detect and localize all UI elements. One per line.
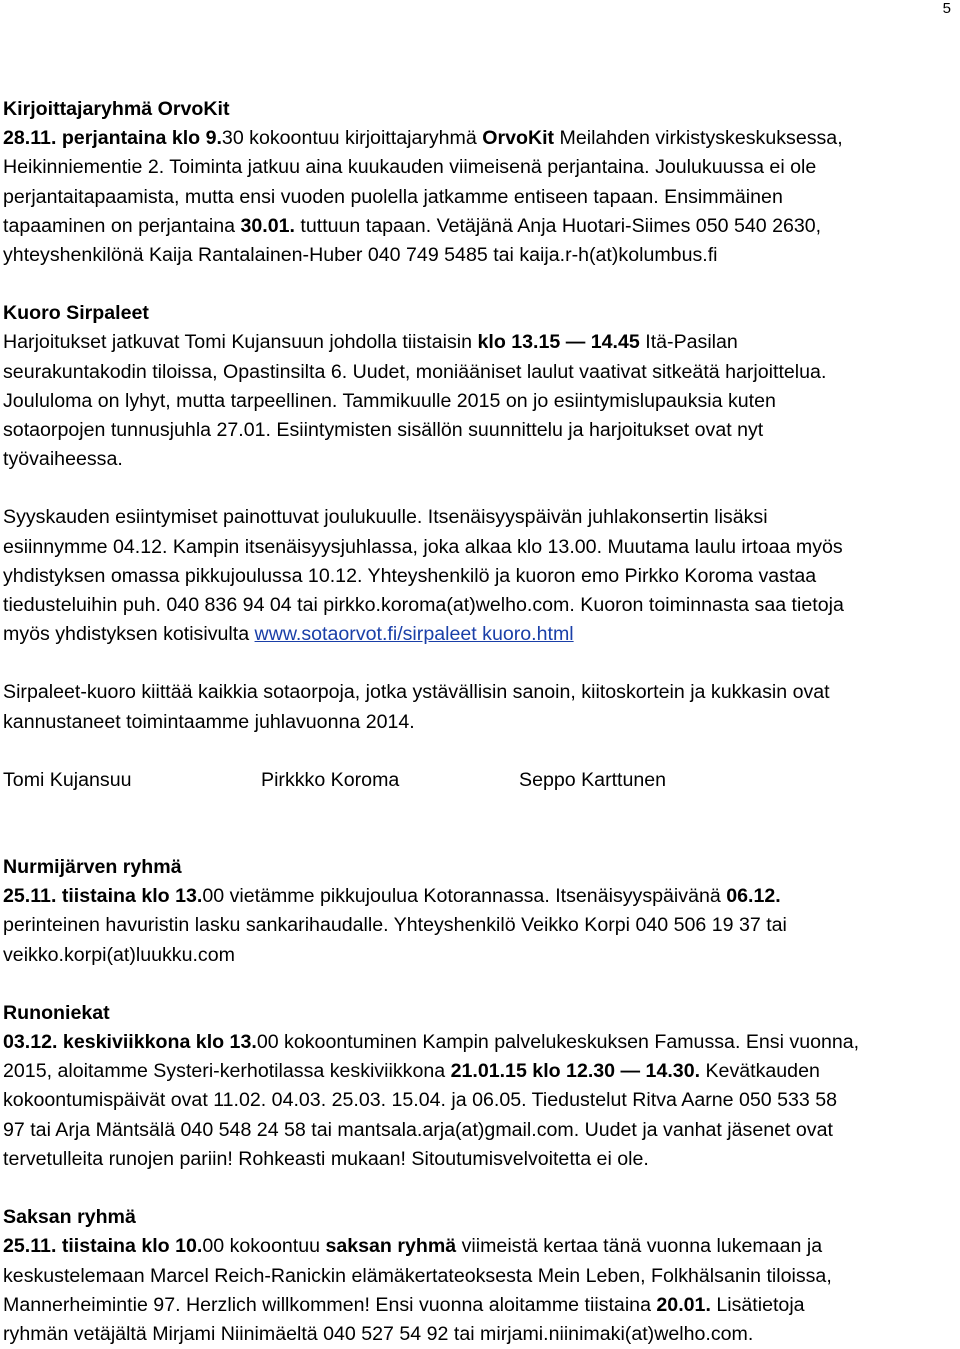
text-span: 30 kokoontuu kirjoittajaryhmä bbox=[221, 127, 483, 150]
signature-name: Seppo Karttunen bbox=[519, 768, 667, 791]
text-line bbox=[3, 212, 955, 241]
section-saksan bbox=[3, 1203, 955, 1349]
text-line: yhteyshenkilönä Kaija Rantalainen-Huber 040 749 5485 tai kaija.r-h(at)kolumbus.fi bbox=[3, 244, 718, 267]
text-line bbox=[3, 882, 955, 911]
text-line: yhdistyksen omassa pikkujoulussa 10.12. Yhteyshenkilö ja kuoron emo Pirkko Koroma vastaa bbox=[3, 564, 817, 587]
text-span: Itä-Pasilan bbox=[639, 331, 738, 354]
date-text: 03.12. keskiviikkona klo 13. bbox=[3, 1031, 257, 1054]
text-line: Syyskauden esiintymiset painottuvat joulukuulle. Itsenäisyyspäivän juhlakonsertin lisäksi bbox=[3, 506, 768, 529]
text-span: Mannerheimintie 97. Herzlich willkommen! Ensi vuonna aloitamme tiistaina bbox=[3, 1293, 657, 1316]
text-line: seurakuntakodin tiloissa, Opastinsilta 6. Uudet, moniääniset laulut vaativat sitkeätä harjoittelua. bbox=[3, 360, 827, 383]
text-span: viimeistä kertaa tänä vuonna lukemaan ja bbox=[456, 1235, 823, 1258]
text-line: Joululoma on lyhyt, mutta tarpeellinen. Tammikuulle 2015 on jo esiintymislupauksia kuten bbox=[3, 389, 776, 412]
text-span: Meilahden virkistyskeskuksessa, bbox=[554, 127, 843, 150]
time-text: klo 13.15 — 14.45 bbox=[477, 331, 640, 354]
group-name: saksan ryhmä bbox=[325, 1235, 457, 1258]
section-orvokit bbox=[3, 95, 955, 270]
section-heading: Kirjoittajaryhmä OrvoKit bbox=[3, 98, 230, 120]
section-nurmijarvi bbox=[3, 853, 955, 970]
kuoro-website-link[interactable]: www.sotaorvot.fi/sirpaleet kuoro.html bbox=[254, 623, 574, 646]
section-heading: Saksan ryhmä bbox=[3, 1206, 136, 1229]
date-text: 25.11. tiistaina klo 10. bbox=[3, 1235, 203, 1258]
section-sirpaleet bbox=[3, 299, 955, 795]
signatures bbox=[3, 766, 955, 795]
text-line bbox=[3, 1232, 955, 1261]
page-number: 5 bbox=[942, 0, 951, 17]
group-name: OrvoKit bbox=[482, 127, 555, 150]
text-span: Harjoitukset jatkuvat Tomi Kujansuun johdolla tiistaisin bbox=[3, 331, 478, 354]
date-text: 20.01. bbox=[656, 1293, 711, 1316]
text-line: kokoontumispäivät ovat 11.02. 04.03. 25.03. 15.04. ja 06.05. Tiedustelut Ritva Aarne 050 533 58 bbox=[3, 1089, 838, 1112]
text-span: Kevätkauden bbox=[700, 1060, 820, 1083]
text-span: 00 kokoontuminen Kampin palvelukeskuksen Famussa. Ensi vuonna, bbox=[256, 1031, 860, 1054]
text-line: ryhmän vetäjältä Mirjami Niinimäeltä 040 527 54 92 tai mirjami.niinimaki(at)welho.com. bbox=[3, 1322, 754, 1345]
text-line bbox=[3, 1057, 955, 1086]
text-line: työvaiheessa. bbox=[3, 448, 123, 471]
text-line: Sirpaleet-kuoro kiittää kaikkia sotaorpoja, jotka ystävällisin sanoin, kiitoskortein ja kukkasin ovat bbox=[3, 681, 830, 704]
text-line: tervetulleita runojen pariin! Rohkeasti mukaan! Sitoutumisvelvoitetta ei ole. bbox=[3, 1147, 649, 1170]
text-line: tiedusteluihin puh. 040 836 94 04 tai pirkko.koroma(at)welho.com. Kuoron toiminnasta saa tietoja bbox=[3, 594, 844, 617]
section-heading: Kuoro Sirpaleet bbox=[3, 302, 149, 325]
text-line: 97 tai Arja Mäntsälä 040 548 24 58 tai mantsala.arja(at)gmail.com. Uudet ja vanhat jäsenet ovat bbox=[3, 1118, 833, 1141]
section-runoniekat bbox=[3, 999, 955, 1174]
text-span: 00 kokoontuu bbox=[202, 1235, 326, 1258]
text-line bbox=[3, 124, 955, 153]
text-span: tapaaminen on perjantaina bbox=[3, 214, 241, 237]
text-line bbox=[3, 328, 955, 357]
date-text: 21.01.15 klo 12.30 — 14.30. bbox=[450, 1060, 701, 1083]
text-line bbox=[3, 1028, 955, 1057]
text-line: sotaorpojen tunnusjuhla 27.01. Esiintymisten sisällön suunnittelu ja harjoitukset ovat nyt bbox=[3, 419, 764, 442]
text-line: perinteinen havuristin lasku sankarihaudalle. Yhteyshenkilö Veikko Korpi 040 506 19 37 tai bbox=[3, 914, 787, 937]
date-text: 28.11. perjantaina klo 9. bbox=[3, 127, 222, 150]
text-line bbox=[3, 620, 955, 649]
text-line: keskustelemaan Marcel Reich-Ranickin elämäkertateoksesta Mein Leben, Folkhälsanin tiloissa, bbox=[3, 1264, 832, 1287]
signature-name: Pirkkko Koroma bbox=[261, 768, 400, 791]
signature-name: Tomi Kujansuu bbox=[3, 768, 132, 791]
text-span: Lisätietoja bbox=[710, 1293, 805, 1316]
date-text: 25.11. tiistaina klo 13. bbox=[3, 885, 203, 908]
text-line: Heikinniementie 2. Toiminta jatkuu aina kuukauden viimeisenä perjantaina. Joulukuussa ei ole bbox=[3, 156, 817, 179]
section-heading: Runoniekat bbox=[3, 1001, 110, 1024]
text-line bbox=[3, 1291, 955, 1320]
date-text: 06.12. bbox=[726, 885, 781, 908]
date-text: 30.01. bbox=[240, 214, 295, 237]
text-span: 2015, aloitamme Systeri-kerhotilassa keskiviikkona bbox=[3, 1060, 451, 1083]
text-line: kannustaneet toimintaamme juhlavuonna 2014. bbox=[3, 710, 415, 733]
text-line: veikko.korpi(at)luukku.com bbox=[3, 943, 235, 966]
text-line: esiinnymme 04.12. Kampin itsenäisyysjuhlassa, joka alkaa klo 13.00. Muutama laulu irtoaa myös bbox=[3, 535, 843, 558]
document-body bbox=[3, 95, 955, 1349]
text-line: perjantaitapaamista, mutta ensi vuoden puolella jatkamme entiseen tapaan. Ensimmäinen bbox=[3, 185, 783, 208]
text-span: myös yhdistyksen kotisivulta bbox=[3, 623, 255, 646]
text-span: tuttuun tapaan. Vetäjänä Anja Huotari-Siimes 050 540 2630, bbox=[294, 214, 822, 237]
text-span: 00 vietämme pikkujoulua Kotorannassa. Itsenäisyyspäivänä bbox=[202, 885, 727, 908]
section-heading: Nurmijärven ryhmä bbox=[3, 856, 182, 879]
